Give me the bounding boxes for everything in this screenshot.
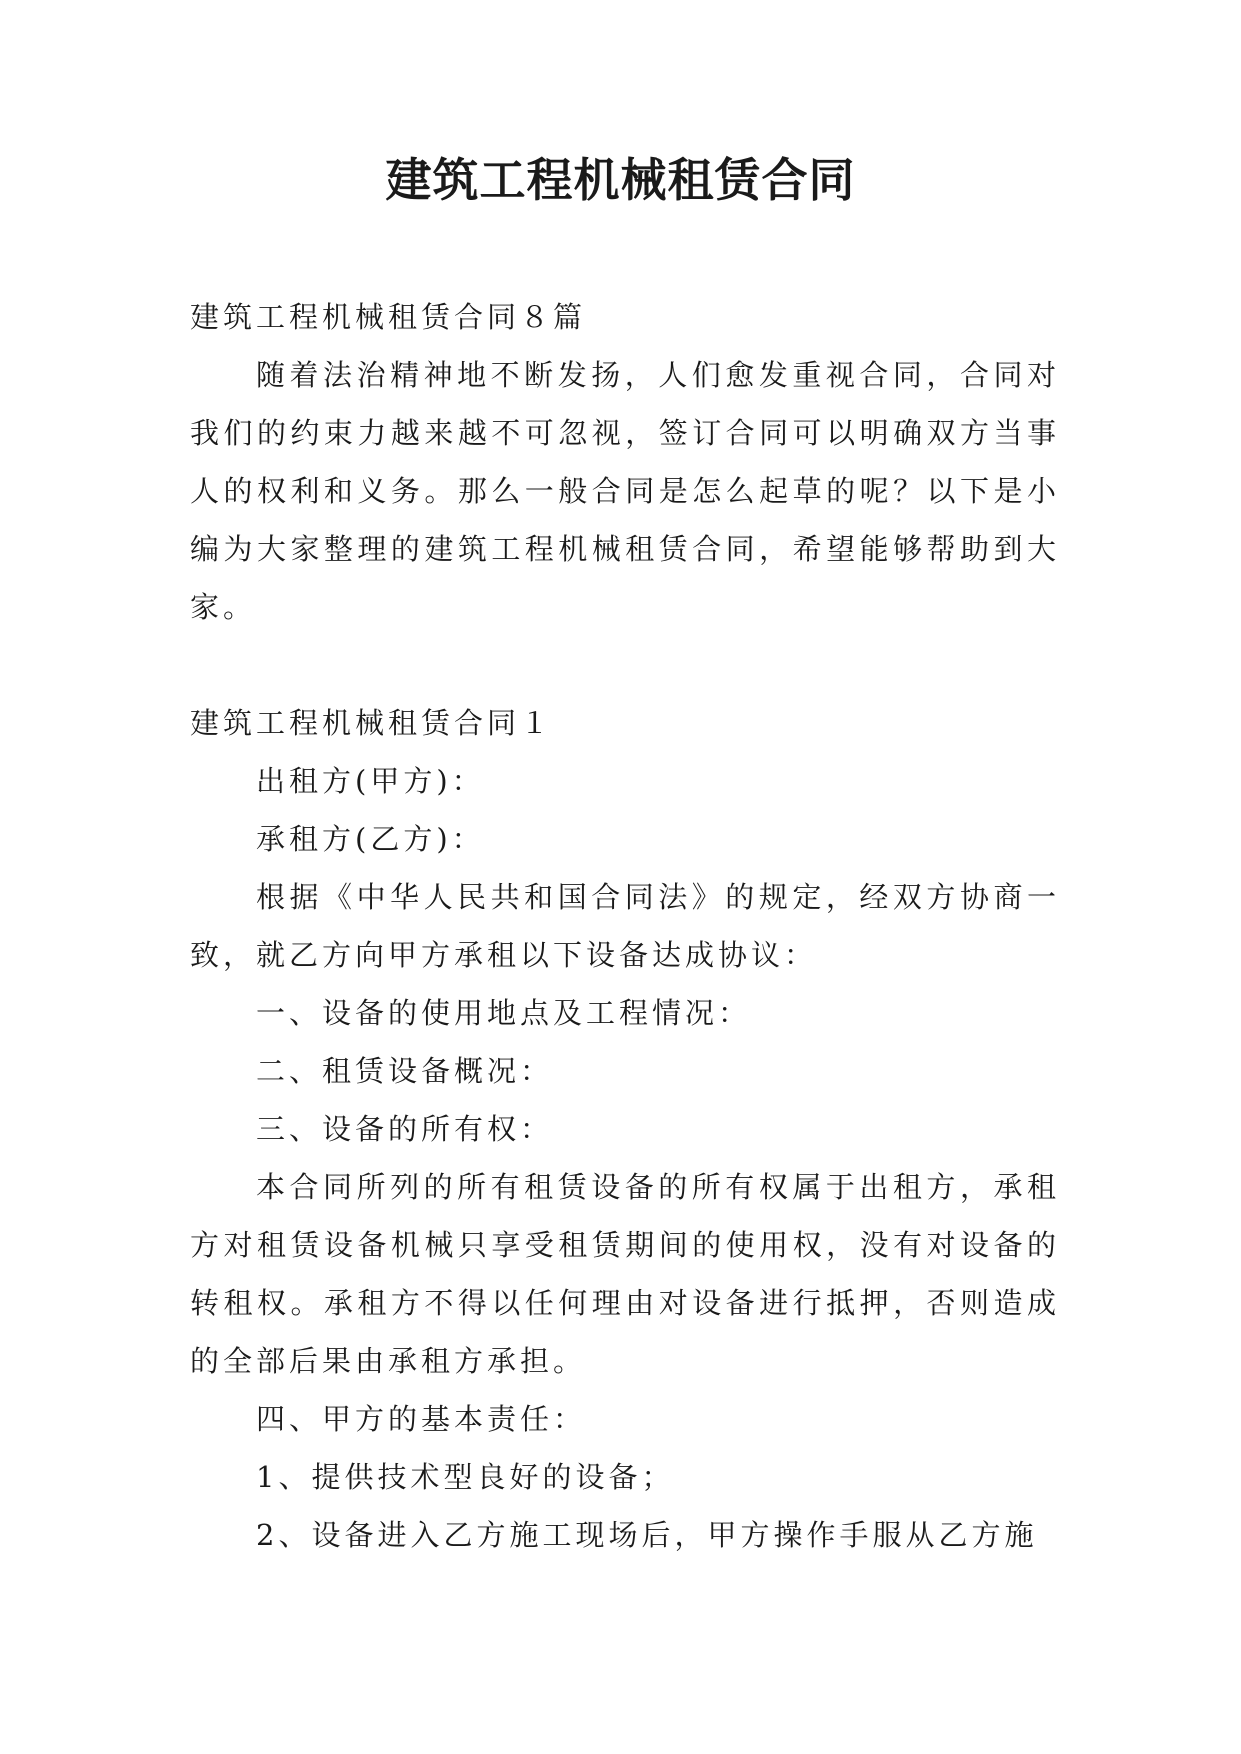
paragraph: 根据《中华人民共和国合同法》的规定，经双方协商一致，就乙方向甲方承租以下设备达成协议： [190,880,1060,972]
paragraph: 四、甲方的基本责任： [256,1402,587,1436]
paragraph: 三、设备的所有权： [256,1112,554,1146]
paragraph: 出租方(甲方)： [256,764,485,798]
paragraph: 建筑工程机械租赁合同８篇 [190,300,587,334]
document-title: 建筑工程机械租赁合同 [385,153,856,207]
paragraph: 1、提供技术型良好的设备； [256,1460,675,1494]
document-body [190,288,1060,1564]
paragraph: 承租方(乙方)： [256,822,485,856]
paragraph: 建筑工程机械租赁合同１ [190,706,554,740]
paragraph: 一、设备的使用地点及工程情况： [256,996,752,1030]
paragraph: 二、租赁设备概况： [256,1054,554,1088]
paragraph: 2、设备进入乙方施工现场后，甲方操作手服从乙方施 [256,1518,1038,1552]
paragraph: 本合同所列的所有租赁设备的所有权属于出租方，承租方对租赁设备机械只享受租赁期间的使用权，没有对设备的转租权。承租方不得以任何理由对设备进行抵押，否则造成的全部后果由承租方承担。 [190,1170,1060,1378]
paragraph: 随着法治精神地不断发扬，人们愈发重视合同，合同对我们的约束力越来越不可忽视，签订合同可以明确双方当事人的权利和义务。那么一般合同是怎么起草的呢？以下是小编为大家整理的建筑工程机械租赁合同，希望能够帮助到大家。 [190,358,1060,624]
